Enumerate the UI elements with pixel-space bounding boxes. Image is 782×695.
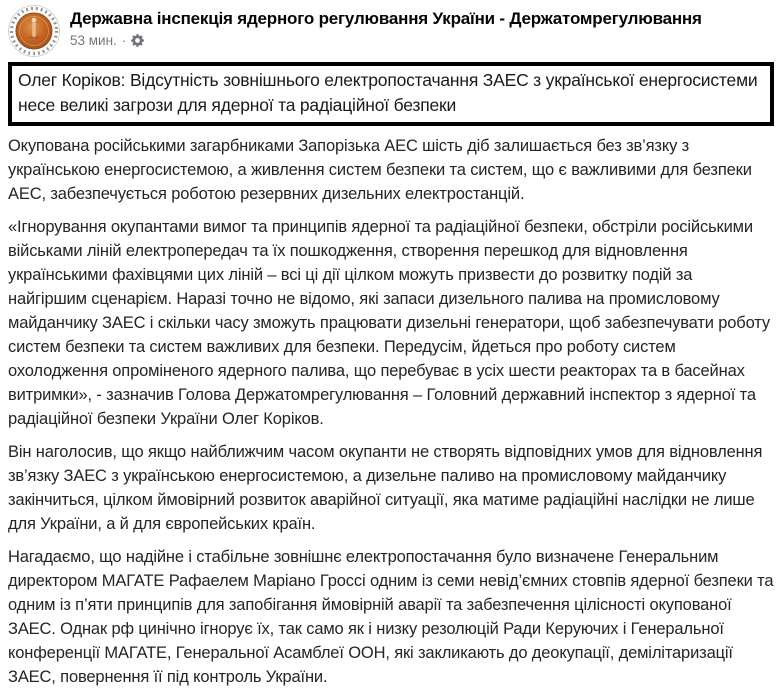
post-paragraph-1: Окупована російськими загарбниками Запорізька АЕС шість діб залишається без зв’язку з українською енергосистемою, а живлення систем безпеки та систем, що є важливими для безпеки АЕС, забезпечується роботою резервних дизельних електростанцій.: [8, 137, 752, 203]
nuclear-inspectorate-emblem-icon: [8, 5, 60, 57]
post-headline: Олег Коріков: Відсутність зовнішнього електропостачання ЗАЕС з української енергосистеми несе великі загрози для ядерної та радіаційної безпеки: [8, 62, 774, 126]
page-avatar[interactable]: [8, 5, 60, 57]
post-meta: [70, 33, 702, 48]
post-header-text: [70, 5, 702, 48]
post-timestamp[interactable]: 53 мин.: [70, 33, 117, 49]
post-paragraph-2: «Ігнорування окупантами вимог та принципів ядерної та радіаційної безпеки, обстріли російськими військами ліній електропередач та їх пошкодження, створення перешкод для відновлення українськими фахівцями цих ліній – всі ці дії цілком можуть призвести до розвитку подій за найгіршим сценарієм. Наразі точно не відомо, які запаси дизельного палива на промисловому майданчику ЗАЕС і скільки часу зможуть працювати дизельні генератори, щоб забезпечувати роботу систем безпеки та систем важливих для безпеки. Передусім, йдеться про роботу систем охолодження опроміненого ядерного палива, що перебуває в усіх шести реакторах та в басейнах витримки», - зазначив Голова Держатомрегулювання – Головний державний інспектор з ядерної та радіаційної безпеки України Олег Коріков.: [8, 218, 770, 428]
post-header: [8, 5, 774, 57]
page-name-link[interactable]: Державна інспекція ядерного регулювання України - Держатомрегулювання: [70, 9, 702, 28]
post-body: [8, 134, 774, 689]
meta-separator: ·: [121, 33, 127, 49]
post-paragraph-3: Він наголосив, що якщо найближчим часом окупанти не створять відповідних умов для відновлення зв’язку ЗАЕС з українською енергосистемою, а дизельне паливо на промисловому майданчику закінчиться, цілком ймовірний розвиток аварійної ситуації, яка матиме радіаційні наслідки не лише для України, а й для європейських країн.: [8, 443, 763, 533]
post-paragraph-4: Нагадаємо, що надійне і стабільне зовнішнє електропостачання було визначене Генеральним директором МАГАТЕ Рафаелем Маріано Гроссі одним із семи невід’ємних стовпів ядерної безпеки та одним із п’яти принципів для запобігання ймовірній аварії та забезпечення цілісності окупованої ЗАЕС. Однак рф цинічно ігнорує їх, так само як і низку резолюцій Ради Керуючих і Генеральної конференції МАГАТЕ, Генеральної Асамблеї ООН, які закликають до деокупації, демілітаризації ЗАЕС, повернення її під контроль України.: [8, 548, 774, 686]
privacy-gear-icon: [131, 34, 144, 47]
